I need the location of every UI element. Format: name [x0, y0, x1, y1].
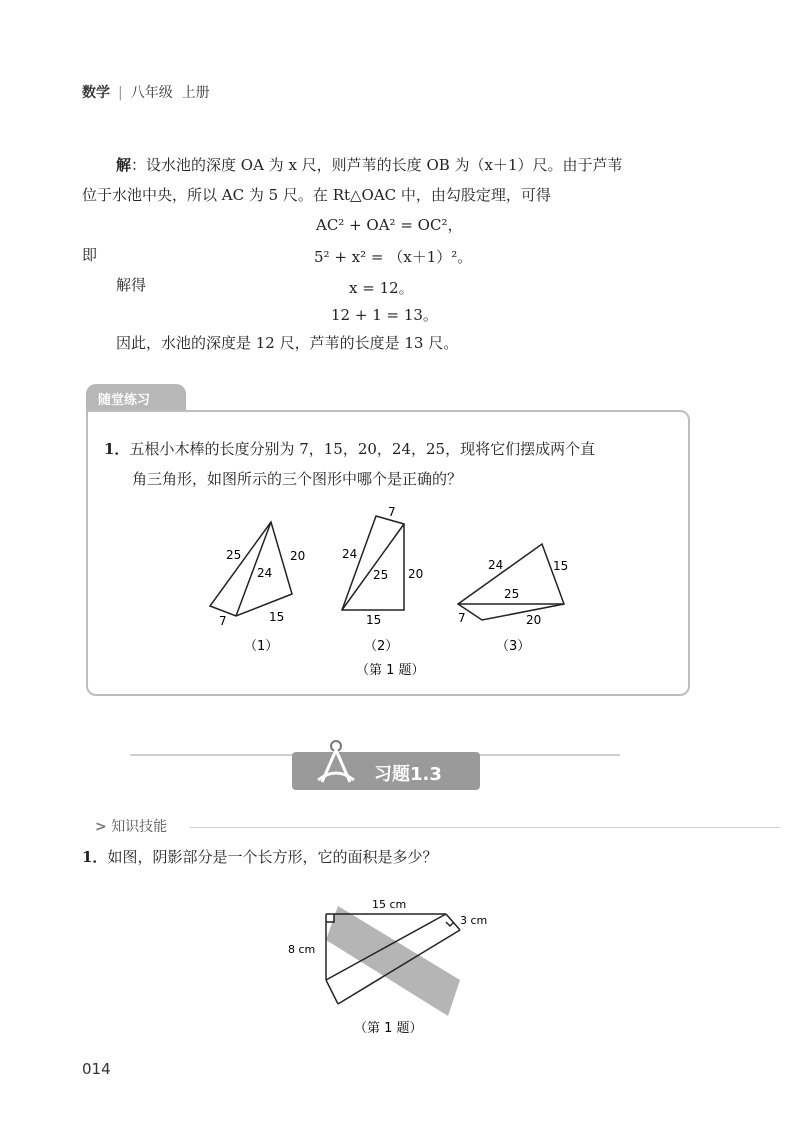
practice-tab: 随堂练习	[86, 384, 186, 410]
practice-figure-caption: （第 1 题）	[356, 663, 425, 678]
fig1-label-e: 15	[269, 610, 285, 624]
fig1-label-b: 20	[290, 549, 306, 563]
exercise-q1-text: 如图，阴影部分是一个长方形，它的面积是多少？	[107, 848, 438, 866]
solution-line-2: 位于水池中央，所以 AC 为 5 尺。在 Rt△OAC 中，由勾股定理，可得	[82, 186, 551, 204]
practice-q1-text-1: 五根小木棒的长度分别为 7，15，20，24，25，现将它们摆成两个直	[129, 440, 596, 458]
equation-2: 5² + x² = （x＋1）²。	[314, 248, 473, 266]
knowledge-section-divider	[190, 827, 780, 828]
fig3-label-a: 24	[488, 558, 504, 572]
solution-line-1	[116, 150, 716, 180]
practice-question-line-1	[104, 434, 684, 464]
header-separator: |	[118, 85, 123, 101]
equation-1: AC² + OA² = OC²，	[316, 216, 463, 234]
fig2-label-b: 24	[342, 547, 358, 561]
fig3-caption: （3）	[496, 639, 531, 654]
fig3-label-c: 25	[504, 587, 520, 601]
fig2-label-e: 15	[366, 613, 382, 627]
solution-conclusion: 因此，水池的深度是 12 尺，芦苇的长度是 13 尺。	[116, 334, 459, 352]
fig1-label-d: 7	[219, 614, 227, 628]
fig2-label-c: 25	[373, 568, 389, 582]
exercise-q1-number: 1．	[82, 848, 108, 866]
fig2-label-a: 7	[388, 505, 396, 519]
fig1-label-c: 24	[257, 566, 273, 580]
subject-label: 数学	[82, 85, 110, 101]
fig1-label-a: 25	[226, 548, 242, 562]
figure-3	[458, 544, 564, 620]
exercise-figure	[280, 892, 520, 1042]
fig3-label-e: 20	[526, 613, 542, 627]
exercise-banner-title: 习题1.3	[374, 764, 442, 785]
knowledge-section-label	[95, 816, 167, 836]
chevron-right-icon: >	[95, 819, 107, 835]
volume-label: 上册	[181, 85, 210, 101]
knowledge-section-title: 知识技能	[111, 819, 168, 835]
figure-2	[342, 516, 404, 610]
solution-text-1: ：设水池的深度 OA 为 x 尺，则芦苇的长度 OB 为（x＋1）尺。由于芦苇	[131, 156, 623, 174]
ji-label: 即	[82, 246, 98, 264]
grade-label: 八年级	[130, 85, 173, 101]
exercise-figure-caption: （第 1 题）	[354, 1021, 423, 1036]
exercise-question-1	[82, 842, 702, 872]
jiede-label: 解得	[116, 276, 147, 294]
exercise-fig-right-label: 3 cm	[460, 914, 488, 927]
figure-1-outline	[210, 522, 292, 616]
equation-3: x = 12。	[349, 279, 414, 297]
exercise-fig-top-label: 15 cm	[372, 898, 407, 911]
exercise-fig-left-label: 8 cm	[288, 943, 316, 956]
compass-icon	[312, 736, 368, 792]
figure-3-outline	[458, 544, 564, 620]
fig2-label-d: 20	[408, 567, 424, 581]
figure-1	[210, 522, 292, 616]
practice-question-line-2: 角三角形，如图所示的三个图形中哪个是正确的？	[132, 470, 463, 488]
figure-2-edge	[342, 524, 404, 610]
fig2-caption: （2）	[364, 639, 399, 654]
equation-4: 12 + 1 = 13。	[331, 306, 438, 324]
practice-q1-number: 1．	[104, 440, 130, 458]
fig1-caption: （1）	[244, 639, 279, 654]
solution-label: 解	[116, 156, 132, 174]
practice-figures	[86, 500, 690, 690]
fig3-label-d: 7	[458, 611, 466, 625]
page-number: 014	[82, 1060, 111, 1078]
page-header	[82, 82, 210, 102]
fig3-label-b: 15	[553, 559, 569, 573]
